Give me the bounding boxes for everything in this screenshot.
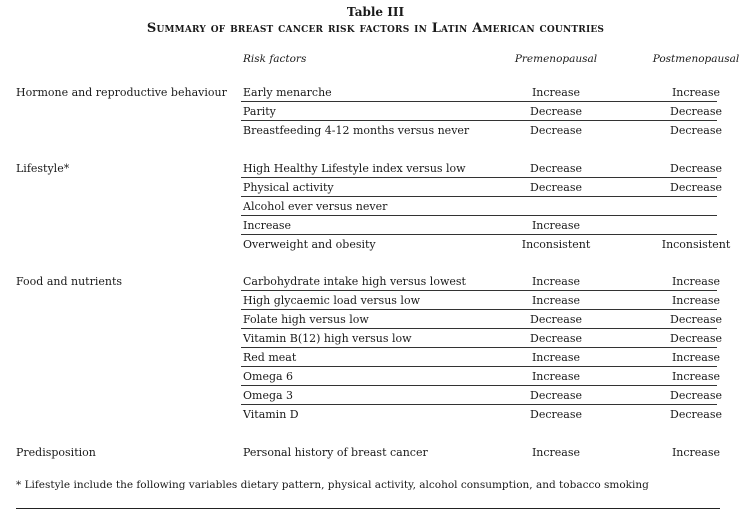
risk-factor-cell: Omega 3 <box>243 389 294 402</box>
premenopausal-cell: Decrease <box>530 181 582 194</box>
premenopausal-cell: Decrease <box>530 313 582 326</box>
header-risk-factors: Risk factors <box>243 53 307 65</box>
bottom-rule <box>16 508 720 509</box>
table-row <box>0 329 751 348</box>
table-row <box>0 216 751 235</box>
postmenopausal-cell: Decrease <box>670 105 722 118</box>
premenopausal-cell: Decrease <box>530 332 582 345</box>
premenopausal-cell: Decrease <box>530 162 582 175</box>
table-row <box>0 310 751 329</box>
table-row <box>0 235 751 254</box>
postmenopausal-cell: Decrease <box>670 389 722 402</box>
risk-factor-cell: High Healthy Lifestyle index versus low <box>243 162 466 175</box>
risk-factor-cell: Early menarche <box>243 86 332 99</box>
postmenopausal-cell: Decrease <box>670 181 722 194</box>
premenopausal-cell: Decrease <box>530 408 582 421</box>
postmenopausal-cell: Decrease <box>670 162 722 175</box>
risk-factor-cell: Increase <box>243 219 292 232</box>
risk-factor-cell: Parity <box>243 105 276 118</box>
premenopausal-cell: Increase <box>531 294 581 307</box>
table-title: Summary of breast cancer risk factors in Latin American countries <box>146 21 605 36</box>
postmenopausal-cell: Decrease <box>670 124 722 137</box>
risk-factor-cell: Carbohydrate intake high versus lowest <box>243 275 466 288</box>
risk-factor-cell: Red meat <box>243 351 297 364</box>
postmenopausal-cell: Decrease <box>670 408 722 421</box>
postmenopausal-cell: Increase <box>671 370 721 383</box>
table-row <box>0 178 751 197</box>
risk-factor-cell: Alcohol ever versus never <box>243 200 388 213</box>
postmenopausal-cell: Inconsistent <box>661 238 731 251</box>
postmenopausal-cell: Increase <box>671 86 721 99</box>
risk-factor-cell: Physical activity <box>243 181 334 194</box>
header-postmenopausal: Postmenopausal <box>652 53 740 65</box>
table-row <box>0 83 751 102</box>
table-row <box>0 159 751 178</box>
header-premenopausal: Premenopausal <box>514 53 598 65</box>
table-row <box>0 291 751 310</box>
premenopausal-cell: Increase <box>531 446 581 459</box>
table-row <box>0 348 751 367</box>
premenopausal-cell: Inconsistent <box>521 238 591 251</box>
premenopausal-cell: Decrease <box>530 105 582 118</box>
postmenopausal-cell: Increase <box>671 351 721 364</box>
postmenopausal-cell: Increase <box>671 275 721 288</box>
risk-factor-cell: Vitamin B(12) high versus low <box>243 332 412 345</box>
category-label: Lifestyle* <box>16 162 70 175</box>
table-row <box>0 121 751 140</box>
risk-factor-cell: High glycaemic load versus low <box>243 294 420 307</box>
postmenopausal-cell: Increase <box>671 294 721 307</box>
table-row <box>0 405 751 424</box>
category-label: Food and nutrients <box>16 275 123 288</box>
postmenopausal-cell: Decrease <box>670 332 722 345</box>
risk-factor-cell: Folate high versus low <box>243 313 369 326</box>
premenopausal-cell: Increase <box>531 275 581 288</box>
table-label: Table III <box>346 5 405 19</box>
premenopausal-cell: Increase <box>531 351 581 364</box>
risk-factor-cell: Omega 6 <box>243 370 294 383</box>
table-row <box>0 443 751 462</box>
risk-factor-cell: Overweight and obesity <box>243 238 376 251</box>
table-row <box>0 102 751 121</box>
risk-factor-cell: Vitamin D <box>243 408 299 421</box>
premenopausal-cell: Decrease <box>530 389 582 402</box>
premenopausal-cell: Increase <box>531 219 581 232</box>
table-row <box>0 386 751 405</box>
premenopausal-cell: Decrease <box>530 124 582 137</box>
risk-factor-cell: Breastfeeding 4-12 months versus never <box>243 124 470 137</box>
risk-factor-cell: Personal history of breast cancer <box>243 446 428 459</box>
category-label: Hormone and reproductive behaviour <box>16 86 227 99</box>
table-row <box>0 367 751 386</box>
premenopausal-cell: Increase <box>531 86 581 99</box>
postmenopausal-cell: Increase <box>671 446 721 459</box>
table-row <box>0 197 751 216</box>
postmenopausal-cell: Decrease <box>670 313 722 326</box>
category-label: Predisposition <box>16 446 96 459</box>
table-row <box>0 272 751 291</box>
premenopausal-cell: Increase <box>531 370 581 383</box>
table-footnote: * Lifestyle include the following variables dietary pattern, physical activity, alcohol consumption, and tobacco smoking <box>16 479 649 491</box>
